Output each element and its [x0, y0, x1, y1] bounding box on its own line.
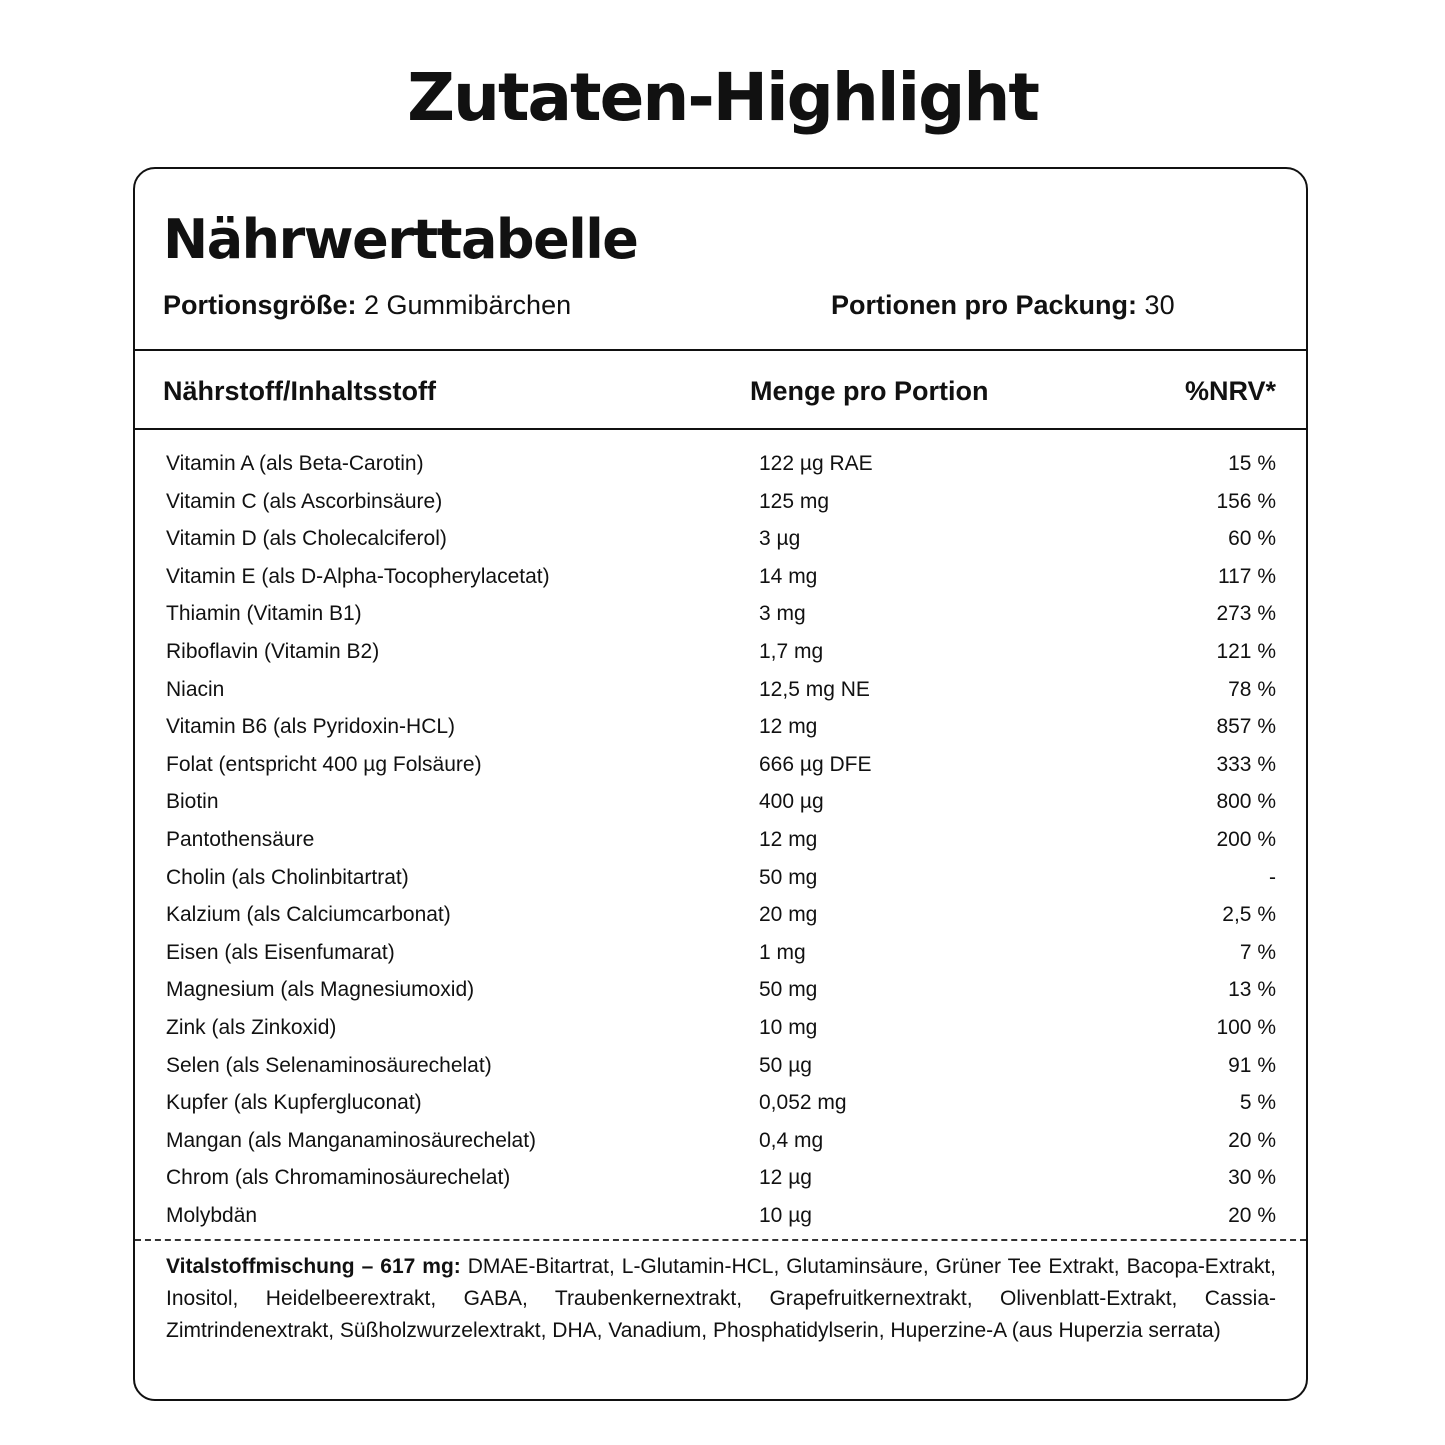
nutrient-nrv: 333 % [1216, 752, 1276, 776]
table-row [135, 783, 1306, 821]
nutrient-amount: 1,7 mg [759, 639, 824, 663]
serving-size [163, 287, 571, 323]
divider-dashed [135, 1239, 1306, 1241]
table-row [135, 633, 1306, 671]
divider-header [135, 428, 1306, 430]
nutrient-name: Thiamin (Vitamin B1) [166, 602, 362, 626]
nutrient-nrv: 2,5 % [1222, 903, 1276, 927]
table-row [135, 859, 1306, 897]
nutrient-nrv: 121 % [1216, 639, 1276, 663]
nutrient-name: Riboflavin (Vitamin B2) [166, 639, 380, 663]
nutrient-amount: 12,5 mg NE [759, 677, 870, 701]
nutrient-nrv: 60 % [1228, 527, 1276, 551]
nutrient-name: Zink (als Zinkoxid) [166, 1015, 337, 1039]
nutrient-table-body [135, 445, 1306, 1234]
table-row [135, 1159, 1306, 1197]
nutrient-amount: 50 mg [759, 978, 818, 1002]
nutrient-name: Vitamin E (als D-Alpha-Tocopherylacetat) [166, 564, 550, 588]
servings-per-pack [831, 287, 1175, 323]
nutrient-name: Mangan (als Manganaminosäurechelat) [166, 1128, 537, 1152]
divider-top [135, 349, 1306, 351]
nutrient-nrv: - [1269, 865, 1276, 889]
table-row [135, 746, 1306, 784]
nutrient-nrv: 20 % [1228, 1203, 1276, 1227]
table-row [135, 708, 1306, 746]
table-row [135, 971, 1306, 1009]
nutrient-name: Vitamin B6 (als Pyridoxin-HCL) [166, 715, 456, 739]
nutrient-name: Vitamin D (als Cholecalciferol) [166, 527, 447, 551]
nutrient-name: Folat (entspricht 400 µg Folsäure) [166, 752, 482, 776]
nutrient-name: Vitamin A (als Beta-Carotin) [166, 452, 424, 475]
nutrient-amount: 12 mg [759, 715, 818, 739]
table-row [135, 595, 1306, 633]
table-row [135, 821, 1306, 859]
table-row [135, 1009, 1306, 1047]
nutrient-name: Biotin [166, 790, 219, 814]
nutrient-name: Kalzium (als Calciumcarbonat) [166, 903, 451, 927]
serving-size-value: 2 Gummibärchen [364, 290, 572, 320]
nutrient-amount: 3 µg [759, 527, 801, 551]
nutrient-name: Kupfer (als Kupfergluconat) [166, 1091, 422, 1115]
nutrient-amount: 1 mg [759, 940, 806, 964]
nutrient-amount: 10 mg [759, 1015, 818, 1039]
table-row [135, 1047, 1306, 1085]
nutrient-name: Cholin (als Cholinbitartrat) [166, 865, 409, 889]
nutrient-amount: 50 mg [759, 865, 818, 889]
nutrient-amount: 122 µg RAE [759, 452, 873, 475]
nutrient-amount: 12 µg [759, 1166, 812, 1190]
nutrient-nrv: 100 % [1216, 1015, 1276, 1039]
nutrient-amount: 400 µg [759, 790, 824, 814]
table-row [135, 558, 1306, 596]
nutrient-amount: 125 mg [759, 489, 830, 513]
table-row [135, 483, 1306, 521]
nutrient-amount: 0,052 mg [759, 1091, 847, 1115]
nutrient-nrv: 273 % [1216, 602, 1276, 626]
nutrient-name: Chrom (als Chromaminosäurechelat) [166, 1166, 511, 1190]
nutrient-nrv: 91 % [1228, 1053, 1276, 1077]
table-row [135, 1084, 1306, 1122]
table-row [135, 1197, 1306, 1235]
servings-per-pack-label: Portionen pro Packung: [831, 290, 1138, 320]
column-header-amount: Menge pro Portion [750, 376, 989, 406]
nutrient-nrv: 78 % [1228, 677, 1276, 701]
nutrient-amount: 0,4 mg [759, 1128, 824, 1152]
column-header-nutrient: Nährstoff/Inhaltsstoff [163, 376, 436, 406]
nutrient-nrv: 5 % [1239, 1091, 1276, 1115]
nutrient-name: Selen (als Selenaminosäurechelat) [166, 1053, 492, 1077]
table-row [135, 520, 1306, 558]
blend-paragraph [166, 1251, 1276, 1347]
column-header-nrv: %NRV* [1184, 376, 1276, 406]
table-row [135, 671, 1306, 709]
nutrient-nrv: 800 % [1216, 790, 1276, 814]
nutrient-name: Molybdän [166, 1203, 258, 1227]
nutrient-amount: 12 mg [759, 827, 818, 851]
nutrient-nrv: 117 % [1218, 564, 1276, 588]
nutrient-amount: 3 mg [759, 602, 806, 626]
table-row [135, 934, 1306, 972]
page-heading: Zutaten-Highlight [407, 59, 1038, 136]
nutrient-nrv: 13 % [1228, 978, 1276, 1002]
blend-ingredients: DMAE-Bitartrat, L-Glutamin-HCL, Glutaminsäure, Grüner Tee Extrakt, Bacopa-Extrakt, Inositol, Heidelbeerextrakt, GABA, Traubenkernextrakt, Grapefruitkernextrakt, Olivenblatt-Extrakt, Cassia-Zimtrindenextrakt, Süßholzwurzelextrakt, DHA, Vanadium, Phosphatidylserin, Huperzine-A (aus Huperzia serrata) [166, 1255, 1276, 1342]
nutrient-nrv: 15 % [1228, 452, 1276, 475]
nutrient-nrv: 156 % [1216, 489, 1276, 513]
nutrition-card [133, 167, 1308, 1401]
nutrient-name: Niacin [166, 677, 225, 701]
nutrient-nrv: 200 % [1216, 827, 1276, 851]
nutrient-amount: 50 µg [759, 1053, 812, 1077]
table-row [135, 445, 1306, 483]
nutrient-name: Magnesium (als Magnesiumoxid) [166, 978, 475, 1002]
nutrient-nrv: 7 % [1239, 940, 1276, 964]
nutrient-name: Pantothensäure [166, 827, 315, 851]
nutrient-amount: 20 mg [759, 903, 818, 927]
nutrient-nrv: 20 % [1228, 1128, 1276, 1152]
table-row [135, 1122, 1306, 1160]
nutrient-nrv: 857 % [1216, 715, 1276, 739]
table-row [135, 896, 1306, 934]
nutrient-name: Vitamin C (als Ascorbinsäure) [166, 489, 443, 513]
blend-label: Vitalstoffmischung – 617 mg: [166, 1255, 461, 1278]
card-title: Nährwerttabelle [163, 208, 638, 271]
nutrient-amount: 10 µg [759, 1203, 812, 1227]
nutrient-name: Eisen (als Eisenfumarat) [166, 940, 395, 964]
serving-size-label: Portionsgröße: [163, 290, 357, 320]
servings-per-pack-value: 30 [1144, 290, 1175, 320]
nutrient-amount: 14 mg [759, 564, 818, 588]
nutrient-amount: 666 µg DFE [759, 752, 872, 776]
nutrient-nrv: 30 % [1228, 1166, 1276, 1190]
